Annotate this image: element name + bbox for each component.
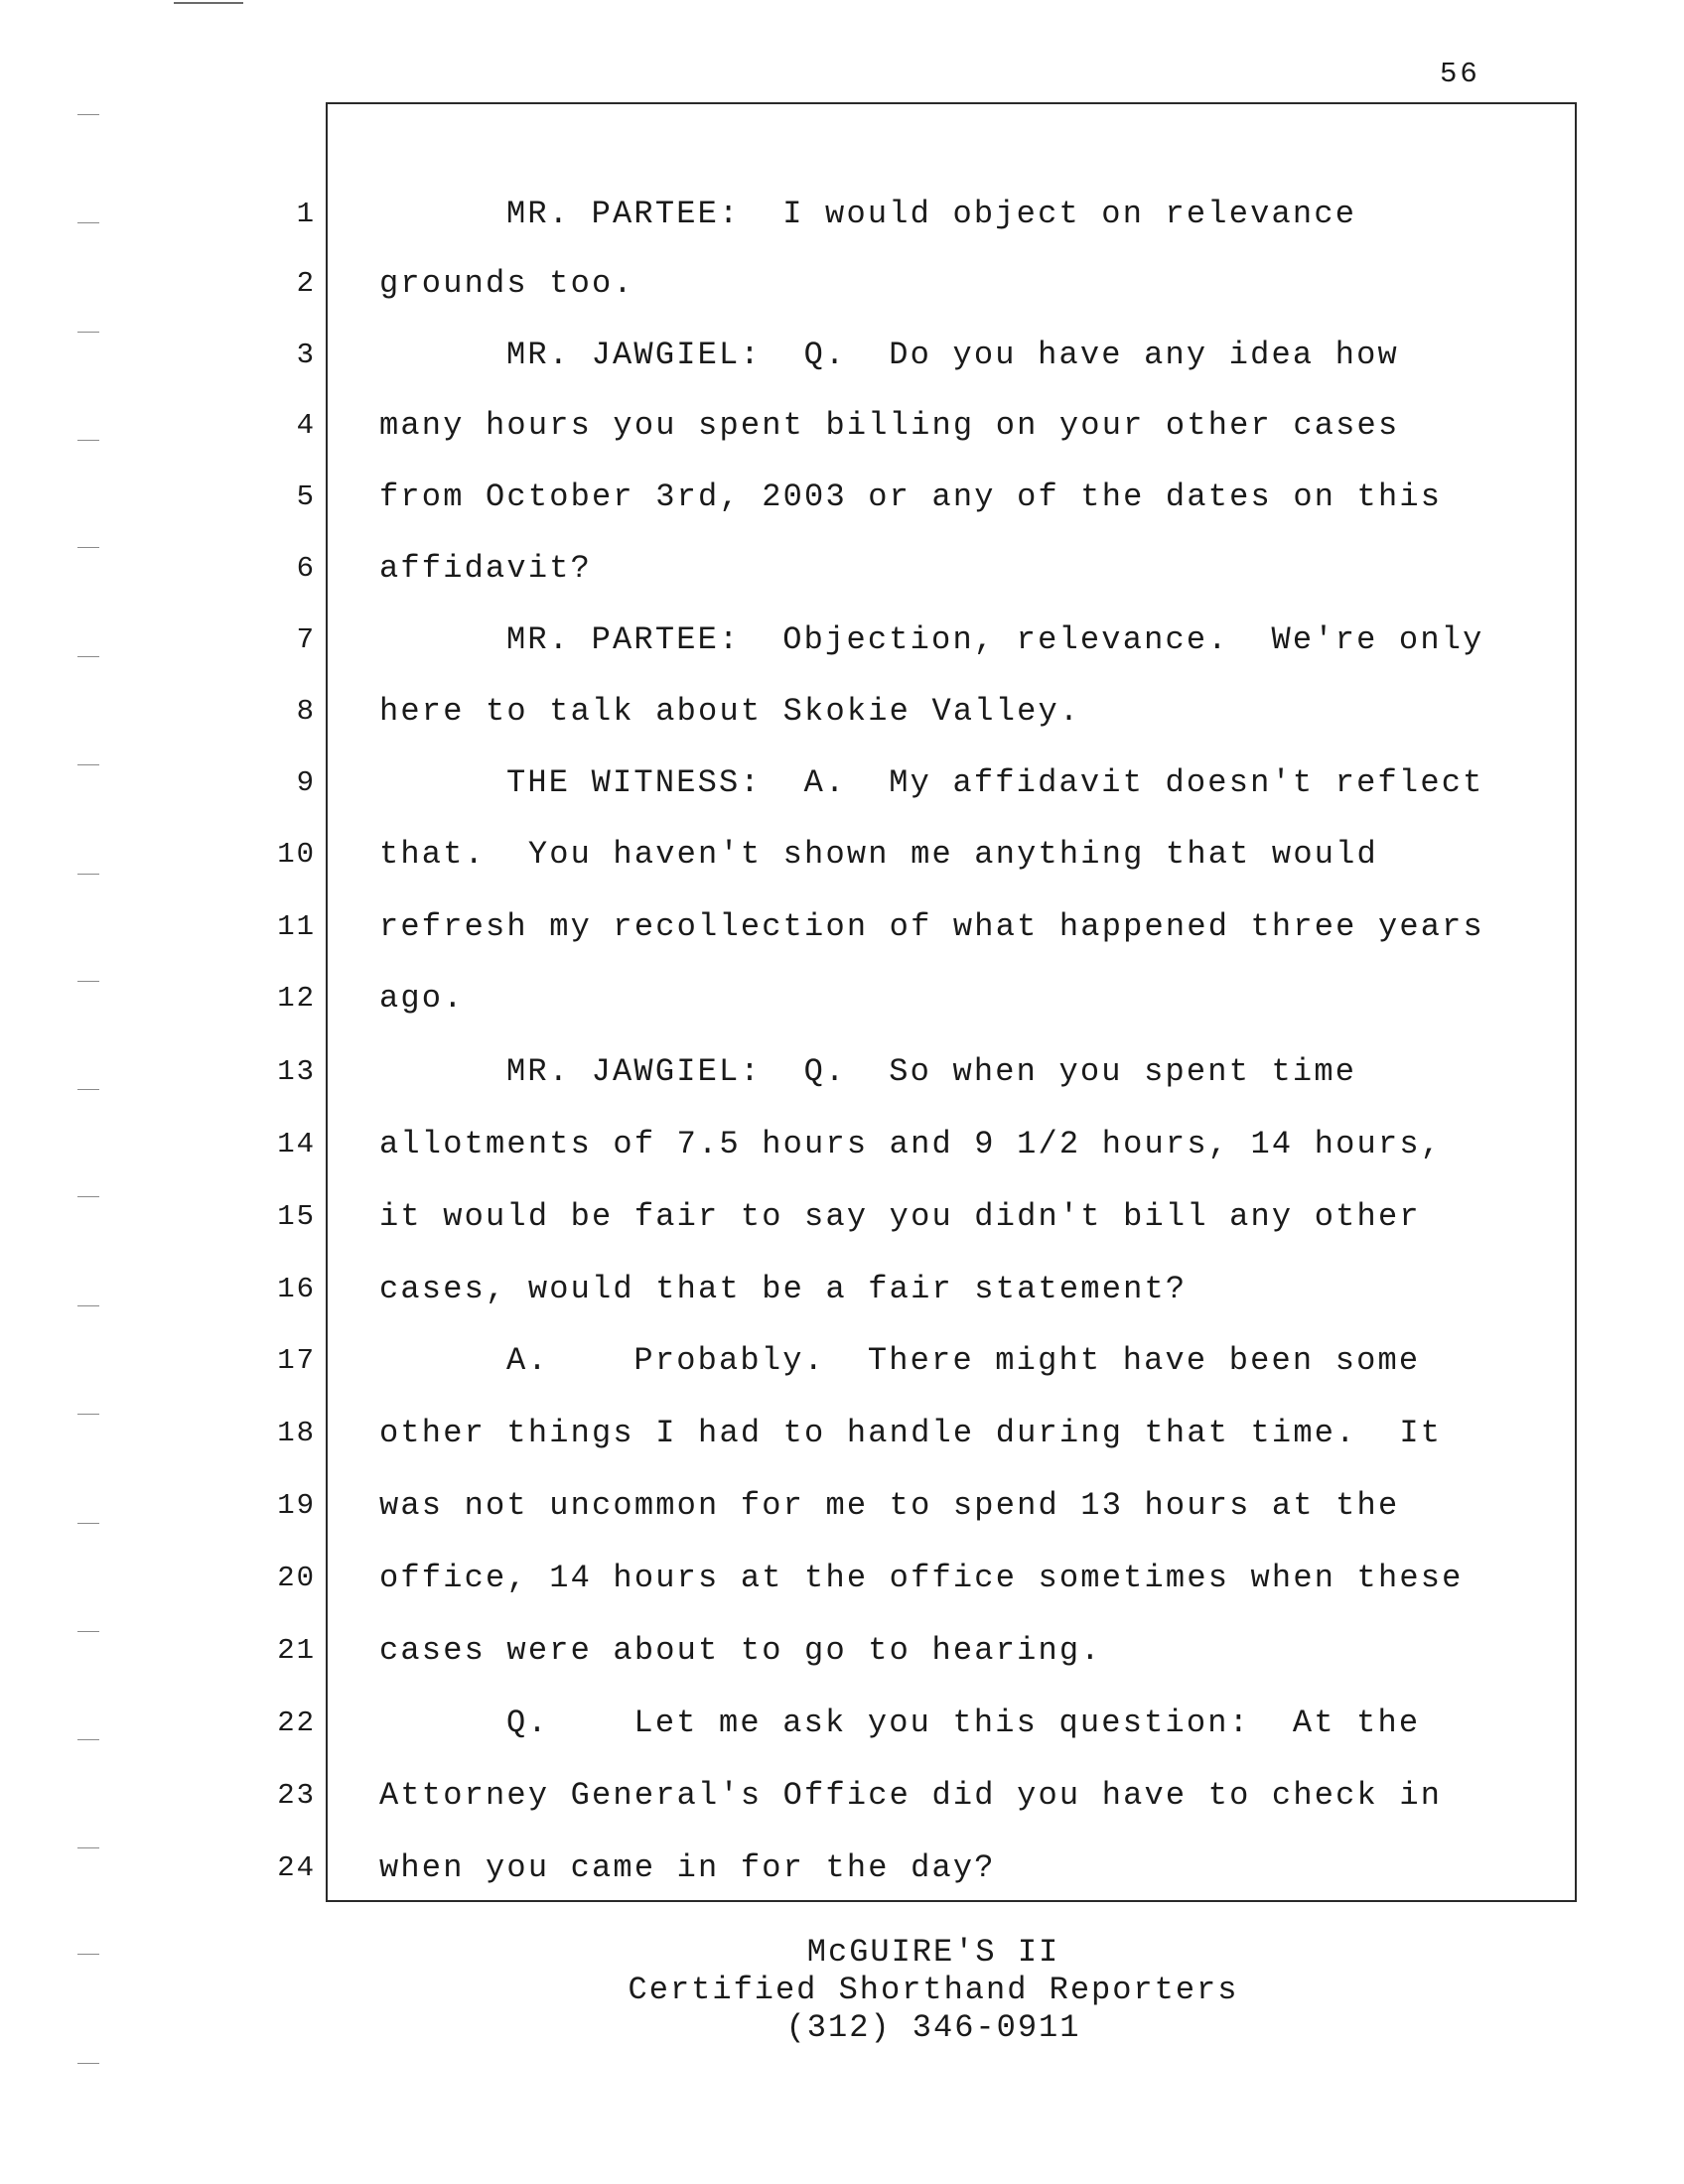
transcript-line: refresh my recollection of what happened three years xyxy=(379,908,1484,945)
transcript-line: many hours you spent billing on your other cases xyxy=(379,407,1400,444)
transcript-line: MR. PARTEE: I would object on relevance xyxy=(506,196,1357,232)
line-number: 18 xyxy=(277,1417,316,1449)
line-number: 10 xyxy=(277,838,316,871)
line-number: 7 xyxy=(296,623,316,656)
transcript-line: A. Probably. There might have been some xyxy=(506,1342,1421,1379)
line-number: 5 xyxy=(296,480,316,513)
transcript-line: Attorney General's Office did you have to check in xyxy=(379,1777,1443,1814)
transcript-line: THE WITNESS: A. My affidavit doesn't reflect xyxy=(506,764,1484,801)
transcript-line: MR. JAWGIEL: Q. So when you spent time xyxy=(506,1053,1357,1090)
page-number: 56 xyxy=(1440,58,1480,90)
transcript-line: was not uncommon for me to spend 13 hours at the xyxy=(379,1487,1400,1524)
scan-edge-mark xyxy=(174,2,243,4)
margin-tick xyxy=(77,440,99,441)
margin-tick xyxy=(77,1954,99,1955)
line-number: 11 xyxy=(277,910,316,943)
line-number: 6 xyxy=(296,552,316,585)
transcript-line: when you came in for the day? xyxy=(379,1849,996,1886)
margin-tick xyxy=(77,1305,99,1306)
margin-tick xyxy=(77,222,99,223)
footer-subtitle: Certified Shorthand Reporters xyxy=(628,1972,1239,2008)
margin-tick xyxy=(77,1196,99,1197)
line-number: 2 xyxy=(296,267,316,300)
margin-tick xyxy=(77,874,99,875)
margin-tick xyxy=(77,1631,99,1632)
transcript-line: office, 14 hours at the office sometimes when these xyxy=(379,1560,1464,1596)
transcript-line: ago. xyxy=(379,980,465,1017)
footer-phone: (312) 346-0911 xyxy=(785,2009,1081,2046)
line-number: 3 xyxy=(296,339,316,371)
margin-tick xyxy=(77,2063,99,2064)
margin-tick xyxy=(77,547,99,548)
transcript-line: from October 3rd, 2003 or any of the dates on this xyxy=(379,478,1443,515)
line-number: 13 xyxy=(277,1055,316,1088)
line-number: 4 xyxy=(296,409,316,442)
line-number: 8 xyxy=(296,695,316,728)
transcript-line: other things I had to handle during that time. It xyxy=(379,1415,1443,1451)
transcript-line: grounds too. xyxy=(379,265,634,302)
transcript-line: cases, would that be a fair statement? xyxy=(379,1271,1188,1307)
margin-tick xyxy=(77,656,99,657)
transcript-line: here to talk about Skokie Valley. xyxy=(379,693,1081,730)
margin-tick xyxy=(77,764,99,765)
line-number: 15 xyxy=(277,1200,316,1233)
margin-tick xyxy=(77,1847,99,1848)
margin-tick xyxy=(77,1523,99,1524)
transcript-line: that. You haven't shown me anything that would xyxy=(379,836,1378,873)
transcript-line: affidavit? xyxy=(379,550,593,587)
transcript-line: allotments of 7.5 hours and 9 1/2 hours, 14 hours, xyxy=(379,1126,1443,1162)
transcript-line: cases were about to go to hearing. xyxy=(379,1632,1102,1669)
line-number: 23 xyxy=(277,1779,316,1812)
line-number: 14 xyxy=(277,1128,316,1160)
line-number: 9 xyxy=(296,766,316,799)
line-number: 20 xyxy=(277,1562,316,1594)
line-number: 17 xyxy=(277,1344,316,1377)
line-number: 19 xyxy=(277,1489,316,1522)
margin-tick xyxy=(77,114,99,115)
margin-tick xyxy=(77,1414,99,1415)
line-number: 12 xyxy=(277,982,316,1015)
line-number: 16 xyxy=(277,1273,316,1305)
transcript-line: Q. Let me ask you this question: At the xyxy=(506,1705,1421,1741)
line-number: 22 xyxy=(277,1706,316,1739)
margin-tick xyxy=(77,1739,99,1740)
margin-tick xyxy=(77,332,99,333)
transcript-line: MR. JAWGIEL: Q. Do you have any idea how xyxy=(506,337,1399,373)
footer-firm-name: McGUIRE'S II xyxy=(806,1934,1060,1971)
line-number: 21 xyxy=(277,1634,316,1667)
line-number: 24 xyxy=(277,1851,316,1884)
reporter-footer xyxy=(536,1934,1331,2047)
margin-tick xyxy=(77,1089,99,1090)
margin-tick xyxy=(77,981,99,982)
line-number: 1 xyxy=(296,198,316,230)
transcript-line: it would be fair to say you didn't bill any other xyxy=(379,1198,1421,1235)
transcript-line: MR. PARTEE: Objection, relevance. We're only xyxy=(506,621,1484,658)
